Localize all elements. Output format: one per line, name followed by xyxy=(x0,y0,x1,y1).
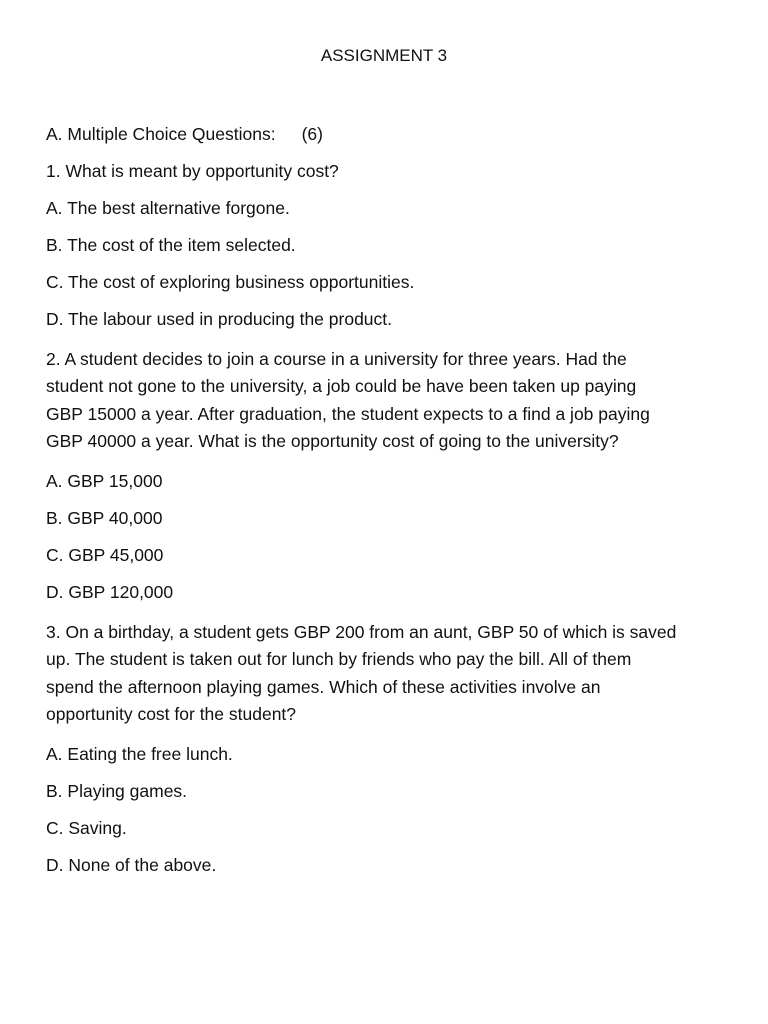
question-1-option-d: D. The labour used in producing the product. xyxy=(46,309,393,329)
question-2-option-a: A. GBP 15,000 xyxy=(46,471,163,492)
question-3-option-c: C. Saving. xyxy=(46,818,127,839)
question-2-line: student not gone to the university, a job could be have been taken up paying xyxy=(46,376,637,397)
question-2-option-c: C. GBP 45,000 xyxy=(46,545,164,566)
section-label: A. Multiple Choice Questions: xyxy=(46,124,276,144)
question-3-line: 3. On a birthday, a student gets GBP 200 from an aunt, GBP 50 of which is saved xyxy=(46,622,677,643)
document-body xyxy=(46,124,726,892)
question-2-option-d: D. GBP 120,000 xyxy=(46,582,174,603)
question-2-line: 2. A student decides to join a course in a university for three years. Had the xyxy=(46,349,627,369)
question-1-option-c: C. The cost of exploring business opportunities. xyxy=(46,272,415,292)
document-title: ASSIGNMENT 3 xyxy=(320,46,448,65)
question-3-option-d: D. None of the above. xyxy=(46,855,217,876)
question-1-option-a: A. The best alternative forgone. xyxy=(46,198,290,218)
question-2-text xyxy=(46,346,726,455)
section-heading xyxy=(46,124,726,145)
question-2-option-b: B. GBP 40,000 xyxy=(46,508,163,529)
question-3-option-b: B. Playing games. xyxy=(46,781,188,802)
question-3-line: spend the afternoon playing games. Which of these activities involve an xyxy=(46,676,601,697)
question-3-option-a: A. Eating the free lunch. xyxy=(46,744,233,765)
question-3-line: up. The student is taken out for lunch by friends who pay the bill. All of them xyxy=(46,649,632,670)
question-1-text: 1. What is meant by opportunity cost? xyxy=(46,161,339,181)
question-3-text xyxy=(46,619,726,728)
question-3-line: opportunity cost for the student? xyxy=(46,704,297,725)
question-2-line: GBP 40000 a year. What is the opportunity cost of going to the university? xyxy=(46,430,619,451)
question-1-option-b: B. The cost of the item selected. xyxy=(46,235,296,255)
question-2-line: GBP 15000 a year. After graduation, the student expects to a find a job paying xyxy=(46,403,650,424)
section-marks: (6) xyxy=(301,124,323,144)
